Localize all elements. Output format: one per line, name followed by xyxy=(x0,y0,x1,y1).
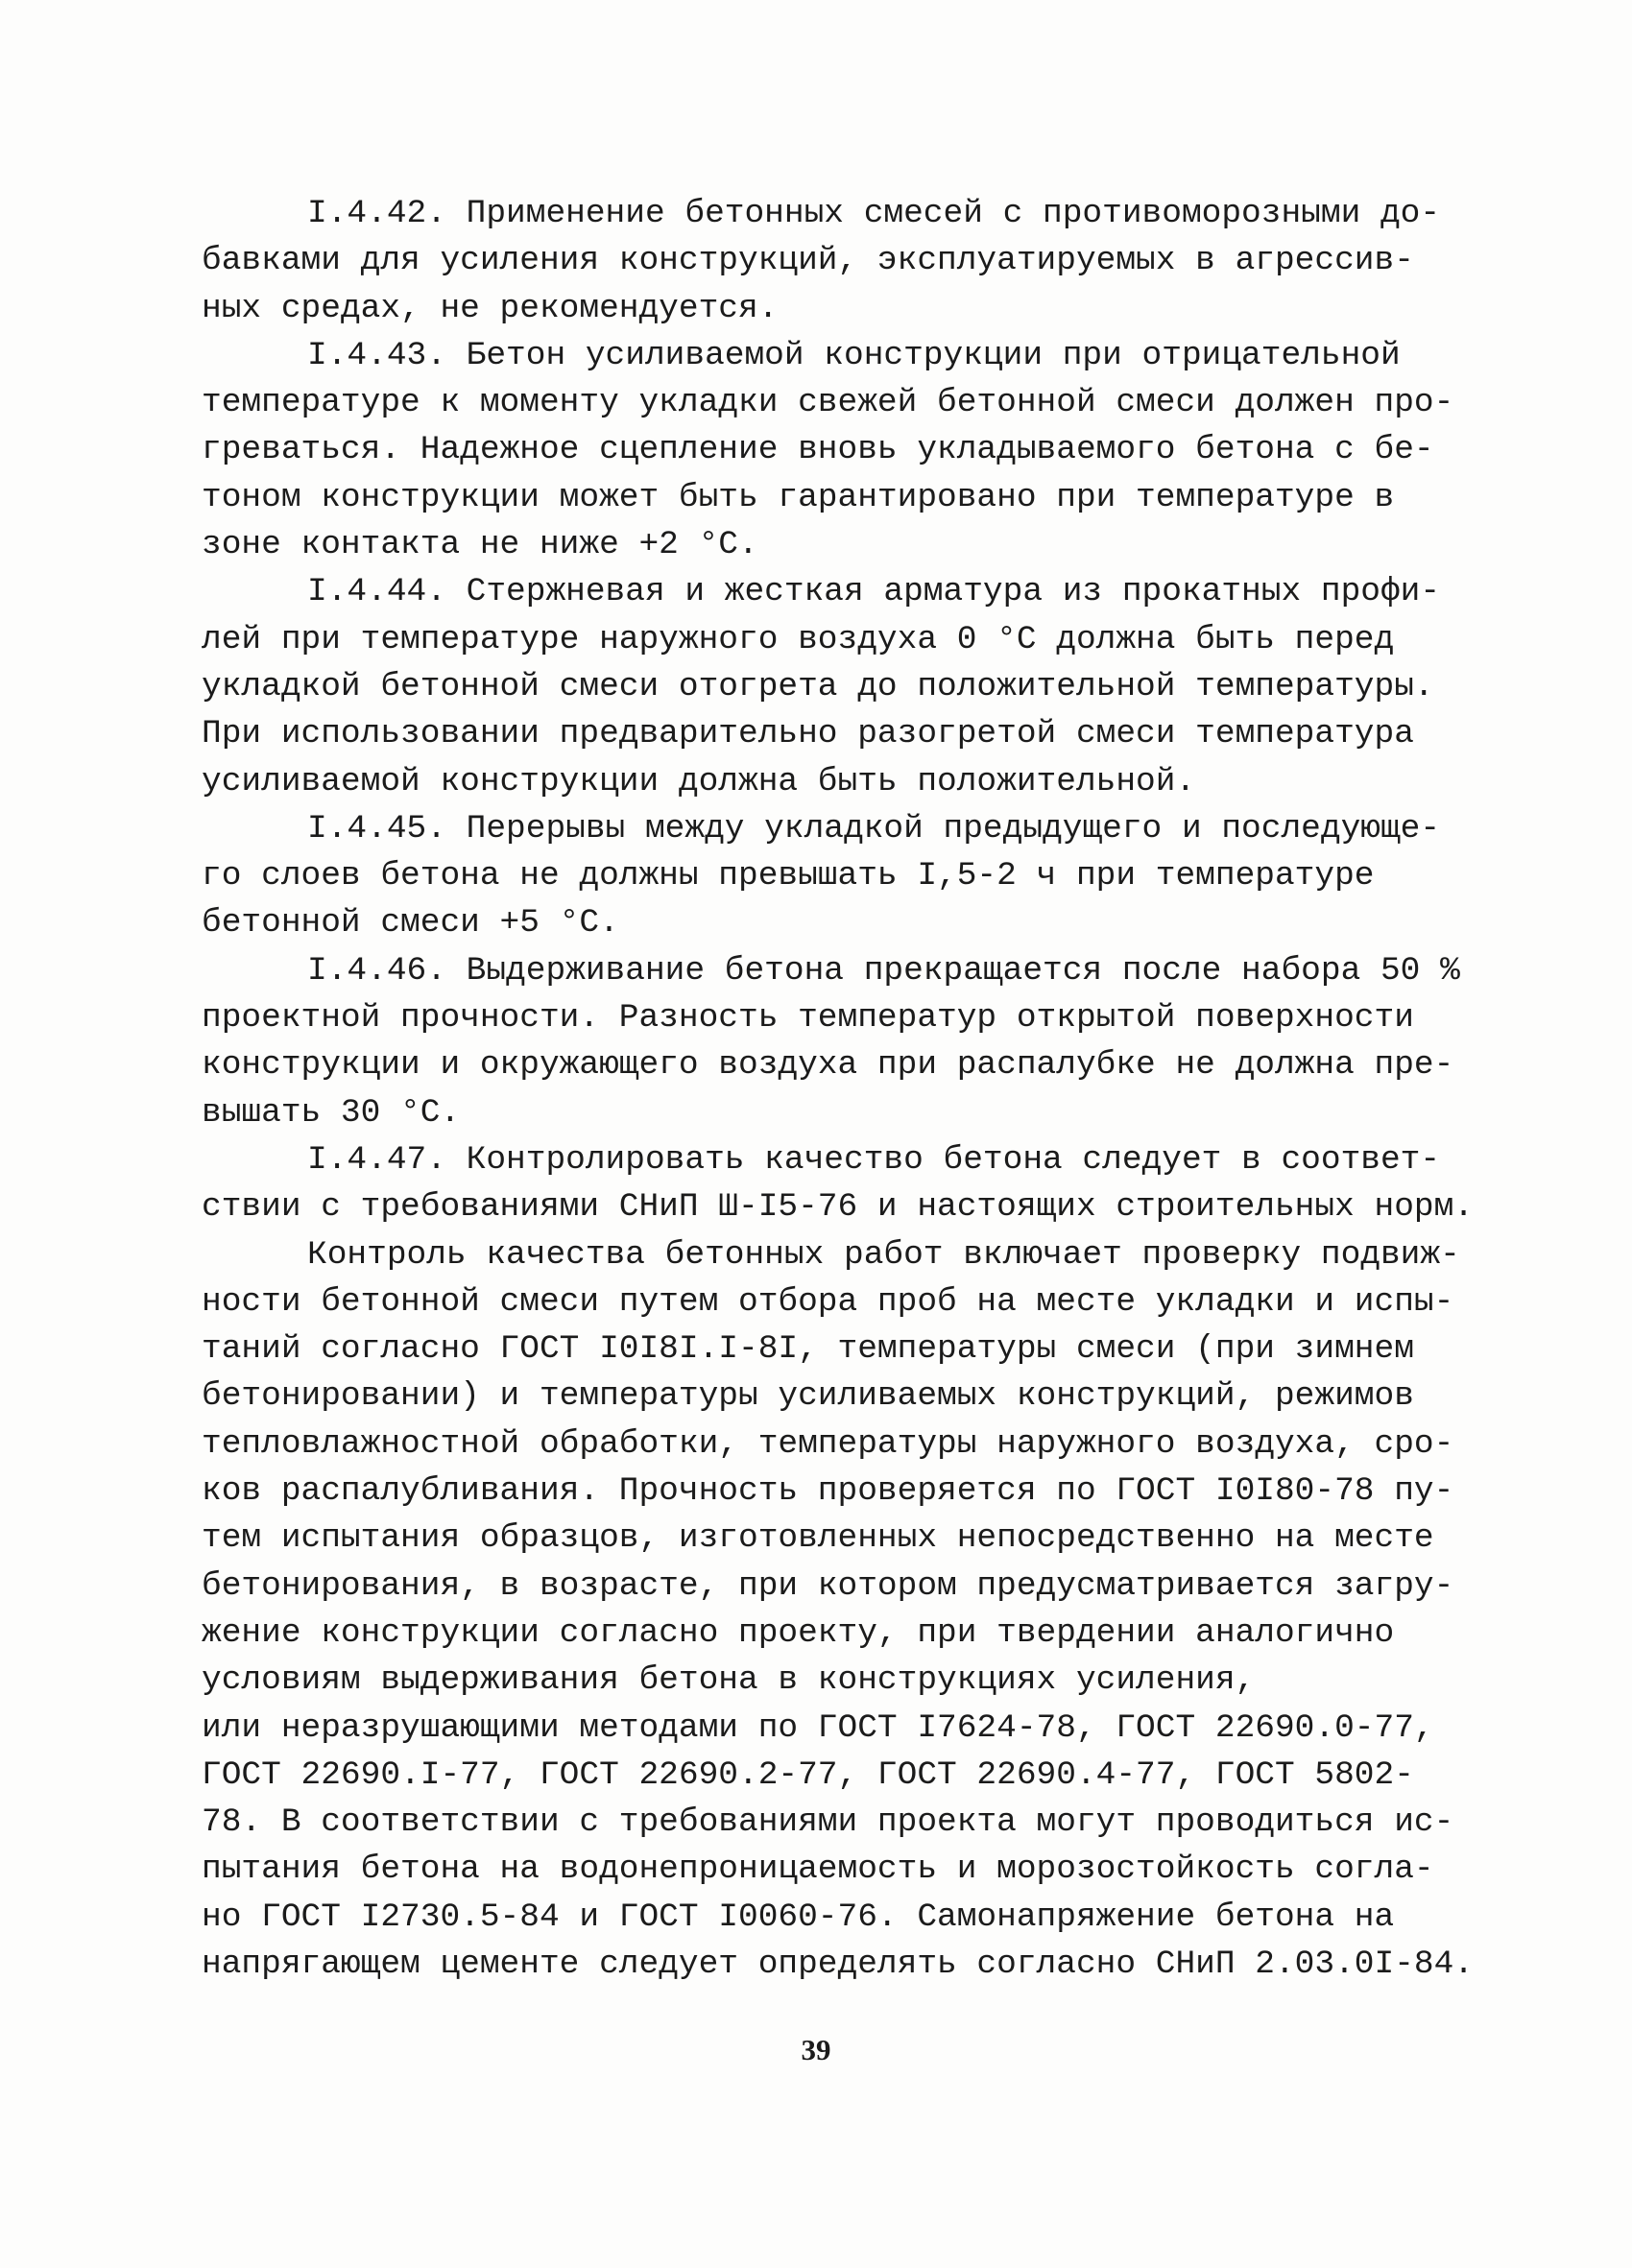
text-line: пытания бетона на водонепроницаемость и морозостойкость согла- xyxy=(202,1850,1434,1889)
text-line: зоне контакта не ниже +2 °С. xyxy=(202,526,758,564)
text-line: лей при температуре наружного воздуха 0 °С должна быть перед xyxy=(202,620,1395,658)
text-line: условиям выдерживания бетона в конструкциях усиления, xyxy=(202,1661,1256,1700)
text-line: 78. В соответствии с требованиями проекта могут проводиться ис- xyxy=(202,1803,1454,1842)
text-line: вышать 30 °С. xyxy=(202,1093,461,1132)
paragraph xyxy=(202,947,1459,1136)
paragraph xyxy=(202,190,1459,332)
text-line: ствии с требованиями СНиП Ш-I5-76 и настоящих строительных норм. xyxy=(202,1188,1475,1227)
text-line: ГОСТ 22690.I-77, ГОСТ 22690.2-77, ГОСТ 22690.4-77, ГОСТ 5802- xyxy=(202,1755,1414,1794)
text-line: укладкой бетонной смеси отогрета до положительной температуры. xyxy=(202,667,1434,705)
text-line: бетонной смеси +5 °С. xyxy=(202,904,619,943)
text-line: жение конструкции согласно проекту, при твердении аналогично xyxy=(202,1613,1395,1652)
text-line: бетонировании) и температуры усиливаемых конструкций, режимов xyxy=(202,1377,1414,1416)
text-line: тем испытания образцов, изготовленных непосредственно на месте xyxy=(202,1519,1434,1558)
text-line: или неразрушающими методами по ГОСТ I7624-78, ГОСТ 22690.0-77, xyxy=(202,1708,1434,1747)
text-line: I.4.42. Применение бетонных смесей с противоморозными до- xyxy=(307,195,1441,232)
text-line: таний согласно ГОСТ I0I8I.I-8I, температуры смеси (при зимнем xyxy=(202,1330,1414,1369)
text-line: напрягающем цементе следует определять согласно СНиП 2.03.0I-84. xyxy=(202,1945,1475,1983)
text-line: греваться. Надежное сцепление вновь укладываемого бетона с бе- xyxy=(202,431,1434,469)
paragraph xyxy=(202,805,1459,947)
text-line: ков распалубливания. Прочность проверяется по ГОСТ I0I80-78 пу- xyxy=(202,1472,1454,1511)
text-line: усиливаемой конструкции должна быть положительной. xyxy=(202,762,1196,800)
text-line: I.4.47. Контролировать качество бетона следует в соответ- xyxy=(307,1140,1441,1179)
text-line: I.4.44. Стержневая и жесткая арматура из прокатных профи- xyxy=(307,573,1441,611)
text-line: I.4.46. Выдерживание бетона прекращается после набора 50 % xyxy=(307,951,1460,990)
paragraph xyxy=(202,568,1459,804)
text-line: При использовании предварительно разогретой смеси температура xyxy=(202,715,1414,753)
text-line: го слоев бетона не должны превышать I,5-2 ч при температуре xyxy=(202,857,1375,895)
text-line: бавками для усиления конструкций, эксплуатируемых в агрессив- xyxy=(202,242,1414,280)
text-line: Контроль качества бетонных работ включает проверку подвиж- xyxy=(307,1235,1460,1274)
text-line: бетонирования, в возрасте, при котором предусматривается загру- xyxy=(202,1566,1454,1605)
text-line: тоном конструкции может быть гарантировано при температуре в xyxy=(202,478,1395,516)
text-line: ных средах, не рекомендуется. xyxy=(202,289,779,327)
text-line: I.4.45. Перерывы между укладкой предыдущего и последующе- xyxy=(307,809,1441,848)
paragraph xyxy=(202,1136,1475,1231)
text-line: конструкции и окружающего воздуха при распалубке не должна пре- xyxy=(202,1046,1454,1085)
text-line: ности бетонной смеси путем отбора проб на месте укладки и испы- xyxy=(202,1282,1454,1321)
text-line: но ГОСТ I2730.5-84 и ГОСТ I0060-76. Самонапряжение бетона на xyxy=(202,1898,1395,1936)
text-line: температуре к моменту укладки свежей бетонной смеси должен про- xyxy=(202,384,1454,422)
page-number: 39 xyxy=(801,2033,831,2066)
paragraph xyxy=(202,1231,1475,1989)
text-line: тепловлажностной обработки, температуры наружного воздуха, сро- xyxy=(202,1424,1454,1463)
paragraph xyxy=(202,332,1459,568)
text-line: проектной прочности. Разность температур открытой поверхности xyxy=(202,999,1414,1038)
text-line: I.4.43. Бетон усиливаемой конструкции при отрицательной xyxy=(307,336,1401,374)
body-text xyxy=(202,190,1475,1988)
